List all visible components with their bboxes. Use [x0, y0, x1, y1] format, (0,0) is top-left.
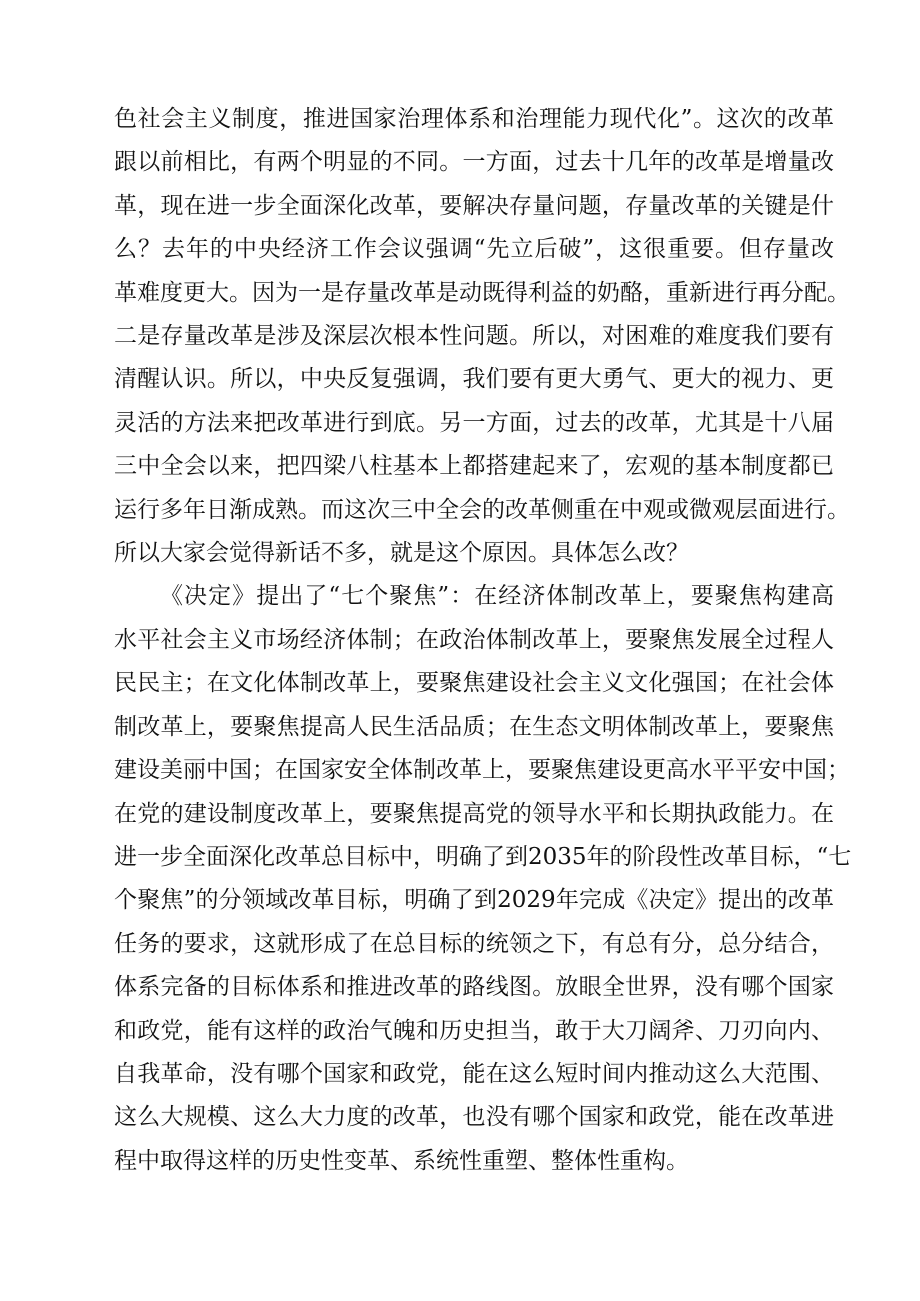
text-line: 三中全会以来，把四梁八柱基本上都搭建起来了，宏观的基本制度都已: [114, 453, 834, 480]
text-line: 《决定》提出了“七个聚焦”：在经济体制改革上，要聚焦构建高: [160, 583, 834, 610]
text-line: 程中取得这样的历史性变革、系统性重塑、整体性重构。: [114, 1147, 689, 1174]
text-line: 清醒认识。所以，中央反复强调，我们要有更大勇气、更大的视力、更: [114, 366, 834, 393]
text-line: 革，现在进一步全面深化改革，要解决存量问题，存量改革的关键是什: [114, 192, 834, 219]
document-body: [114, 98, 852, 1183]
text-line: 跟以前相比，有两个明显的不同。一方面，过去十几年的改革是增量改: [114, 149, 834, 176]
text-line: 体系完备的目标体系和推进改革的路线图。放眼全世界，没有哪个国家: [114, 974, 834, 1001]
paragraph-1: [114, 98, 850, 575]
text-line: 么？去年的中央经济工作会议强调“先立后破”，这很重要。但存量改: [114, 236, 834, 263]
text-line: 个聚焦”的分领域改革目标，明确了到2029年完成《决定》提出的改革: [114, 887, 834, 914]
text-line: 这么大规模、这么大力度的改革，也没有哪个国家和政党，能在改革进: [114, 1104, 834, 1131]
text-line: 色社会主义制度，推进国家治理体系和治理能力现代化”。这次的改革: [114, 106, 834, 132]
paragraph-2: [114, 575, 852, 1183]
text-line: 运行多年日渐成熟。而这次三中全会的改革侧重在中观或微观层面进行。: [114, 496, 850, 523]
text-line: 制改革上，要聚焦提高人民生活品质；在生态文明体制改革上，要聚焦: [114, 713, 834, 740]
text-line: 和政党，能有这样的政治气魄和历史担当，敢于大刀阔斧、刀刃向内、: [114, 1017, 834, 1044]
text-line: 二是存量改革是涉及深层次根本性问题。所以，对困难的难度我们要有: [114, 323, 834, 350]
text-line: 革难度更大。因为一是存量改革是动既得利益的奶酪，重新进行再分配。: [114, 279, 850, 306]
text-line: 自我革命，没有哪个国家和政党，能在这么短时间内推动这么大范围、: [114, 1060, 834, 1087]
text-line: 进一步全面深化改革总目标中，明确了到2035年的阶段性改革目标，“七: [114, 843, 852, 870]
text-line: 建设美丽中国；在国家安全体制改革上，要聚焦建设更高水平平安中国；: [114, 757, 850, 784]
text-line: 任务的要求，这就形成了在总目标的统领之下，有总有分，总分结合，: [114, 930, 834, 957]
text-line: 灵活的方法来把改革进行到底。另一方面，过去的改革，尤其是十八届: [114, 409, 834, 436]
text-line: 在党的建设制度改革上，要聚焦提高党的领导水平和长期执政能力。在: [114, 800, 834, 827]
text-line: 水平社会主义市场经济体制；在政治体制改革上，要聚焦发展全过程人: [114, 626, 834, 653]
text-line: 所以大家会觉得新话不多，就是这个原因。具体怎么改？: [114, 540, 689, 567]
text-line: 民民主；在文化体制改革上，要聚焦建设社会主义文化强国；在社会体: [114, 670, 834, 697]
